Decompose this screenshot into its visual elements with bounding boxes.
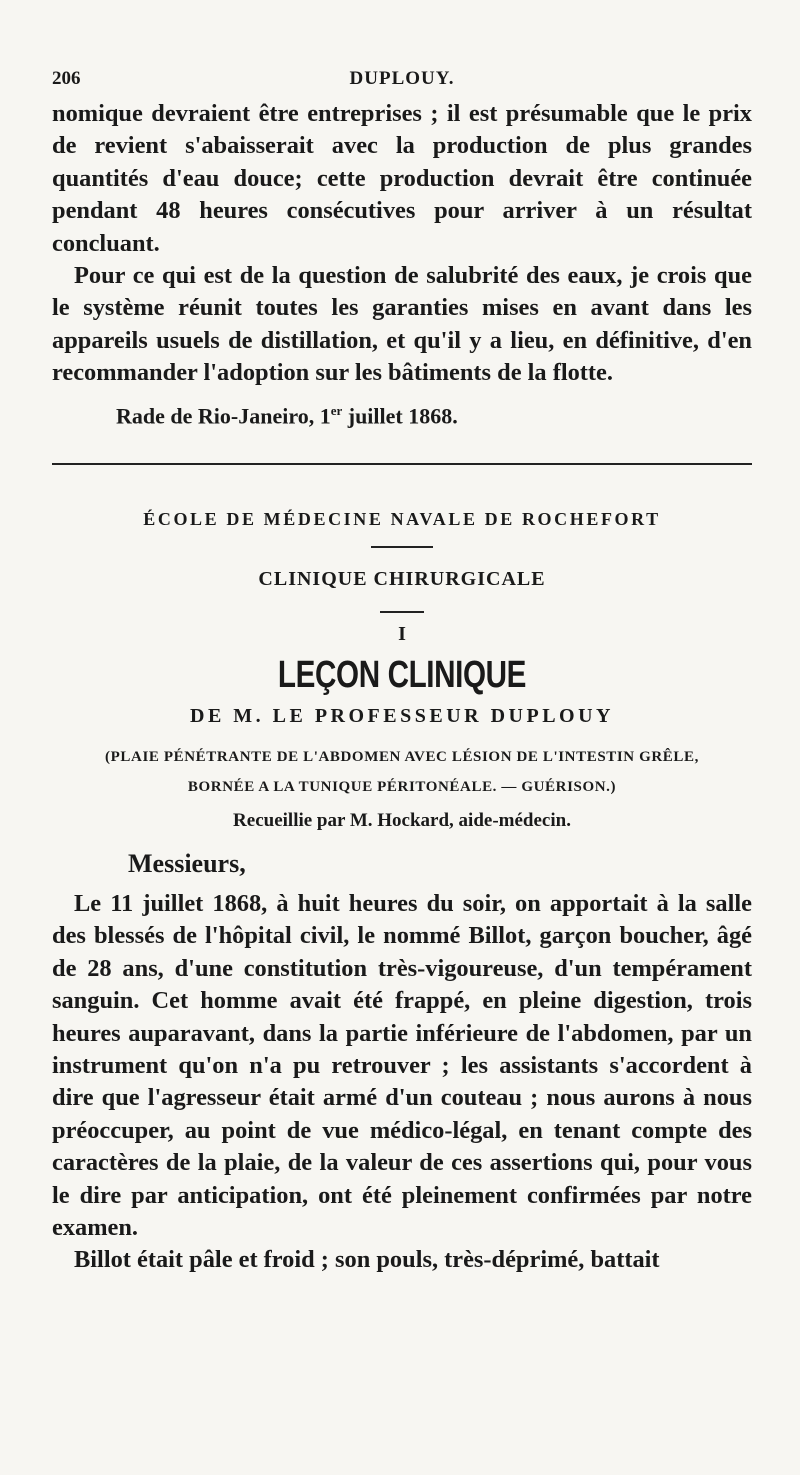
dateline bbox=[52, 394, 752, 433]
caption-line-2: BORNÉE A LA TUNIQUE PÉRITONÉALE. — GUÉRISON.) bbox=[187, 778, 617, 795]
short-rule-2 bbox=[380, 611, 424, 613]
short-rule bbox=[371, 546, 433, 548]
section-divider bbox=[52, 463, 752, 465]
school-heading: ÉCOLE DE MÉDECINE NAVALE DE ROCHEFORT bbox=[143, 508, 661, 529]
dateline-superscript: er bbox=[330, 402, 343, 418]
salutation: Messieurs, bbox=[128, 848, 246, 878]
lecture-paragraph-1: Le 11 juillet 1868, à huit heures du soir, on apportait à la salle des blessés de l'hôpital civil, le nommé Billot, garçon boucher, âgé de 28 ans, d'une constitution très-vigoureuse, d'un tempérament sanguin. Cet homme avait été frappé, en pleine digestion, trois heures auparavant, dans la partie inférieure de l'abdomen, par un instrument qu'on n'a pu retrouver ; les assistants s'accordent à dire que l'agresseur était armé d'un couteau ; nous aurons à nous préoccuper, au point de vue médico-légal, en tenant compte des caractères de la plaie, de la valeur de ces assertions qui, pour vous le dire par anticipation, ont été pleinement confirmées par notre examen. bbox=[52, 889, 752, 1242]
collected-by: Recueillie par M. Hockard, aide-médecin. bbox=[233, 809, 571, 831]
lecture-number: I bbox=[398, 622, 406, 645]
continuation-text bbox=[52, 98, 752, 390]
caption-line-1: (PLAIE PÉNÉTRANTE DE L'ABDOMEN AVEC LÉSION DE L'INTESTIN GRÊLE, bbox=[105, 748, 699, 765]
running-title: DUPLOUY. bbox=[349, 68, 455, 89]
running-head bbox=[52, 68, 752, 98]
lecture-text bbox=[52, 888, 752, 1277]
professor-line: DE M. LE PROFESSEUR DUPLOUY bbox=[190, 704, 614, 727]
dateline-end: juillet 1868. bbox=[342, 402, 458, 428]
continuation-paragraph-2: Pour ce qui est de la question de salubrité des eaux, je crois que le système réunit toutes les garanties mises en avant dans les appareils usuels de distillation, et qu'il y a lieu, en définitive, d'en recommander l'adoption sur les bâtiments de la flotte. bbox=[52, 262, 752, 387]
continuation-paragraph-1: nomique devraient être entreprises ; il est présumable que le prix de revient s'abaisserait avec la production de plus grandes quantités d'eau douce; cette production devrait être continuée pendant 48 heures consécutives pour arriver à un résultat concluant. bbox=[52, 100, 752, 257]
lecture-paragraph-2: Billot était pâle et froid ; son pouls, très-déprimé, battait bbox=[74, 1246, 660, 1274]
lecture-title: LEÇON CLINIQUE bbox=[277, 653, 527, 696]
clinique-heading: CLINIQUE CHIRURGICALE bbox=[258, 567, 546, 590]
case-caption bbox=[52, 742, 752, 802]
page-number: 206 bbox=[52, 68, 81, 89]
dateline-text: Rade de Rio-Janeiro, 1 bbox=[116, 402, 331, 428]
